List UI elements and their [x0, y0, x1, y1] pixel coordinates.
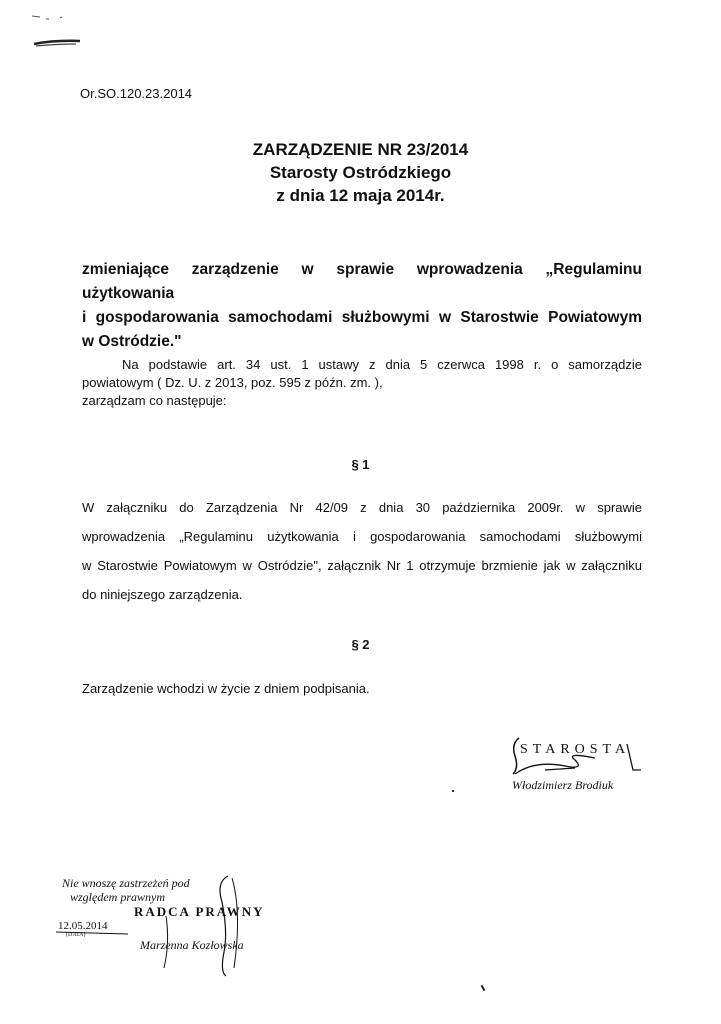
title-line: Starosty Ostródzkiego [269, 163, 452, 182]
section-1-line: do niniejszego zarządzenia. [82, 587, 243, 602]
legal-stamp-date-label: (DATA) [66, 932, 86, 938]
document-subject [82, 258, 642, 354]
legal-note-line: względem prawnym [70, 890, 165, 904]
subject-line: w Ostródzie." [82, 333, 182, 350]
section-2-line: Zarządzenie wchodzi w życie z dniem podpisania. [82, 681, 370, 696]
document-title [0, 138, 721, 207]
scan-artifact [0, 0, 100, 60]
section-1-line: w Starostwie Powiatowym w Ostródzie", załącznik Nr 1 otrzymuje brzmienie jak w załączniku [82, 558, 642, 573]
speck [481, 985, 486, 991]
section-1-text [82, 493, 642, 609]
legal-note-line: Nie wnoszę zastrzeżeń pod [62, 876, 190, 890]
signature-title: STAROSTA [520, 742, 631, 757]
basis-line: Na podstawie art. 34 ust. 1 ustawy z dnia 5 czerwca 1998 r. o samorządzie [122, 357, 642, 372]
legal-basis [82, 356, 642, 410]
section-2-text [82, 674, 642, 703]
section-2-heading: § 2 [351, 637, 370, 652]
speck [452, 790, 454, 792]
basis-line: powiatowym ( Dz. U. z 2013, poz. 595 z późn. zm. ), [82, 375, 383, 390]
signature-name: Włodzimierz Brodiuk [512, 778, 614, 792]
document-reference: Or.SO.120.23.2014 [80, 86, 193, 101]
section-1-line: W załączniku do Zarządzenia Nr 42/09 z dnia 30 października 2009r. w sprawie [82, 500, 642, 515]
basis-line: zarządzam co następuje: [82, 393, 227, 408]
title-line: ZARZĄDZENIE NR 23/2014 [252, 140, 469, 159]
legal-stamp-date: 12.05.2014 [58, 920, 108, 932]
title-line: z dnia 12 maja 2014r. [276, 186, 445, 205]
legal-stamp-name: Marzenna Kozłowska [140, 938, 244, 952]
legal-signature-scribble [56, 872, 256, 982]
section-1-line: wprowadzenia „Regulaminu użytkowania i gospodarowania samochodami służbowymi [82, 529, 642, 544]
subject-line: i gospodarowania samochodami służbowymi w Starostwie Powiatowym [82, 309, 642, 326]
section-1-heading: § 1 [351, 457, 370, 472]
subject-line: zmieniające zarządzenie w sprawie wprowadzenia „Regulaminu użytkowania [82, 261, 642, 302]
legal-stamp-role: RADCA PRAWNY [134, 904, 265, 919]
